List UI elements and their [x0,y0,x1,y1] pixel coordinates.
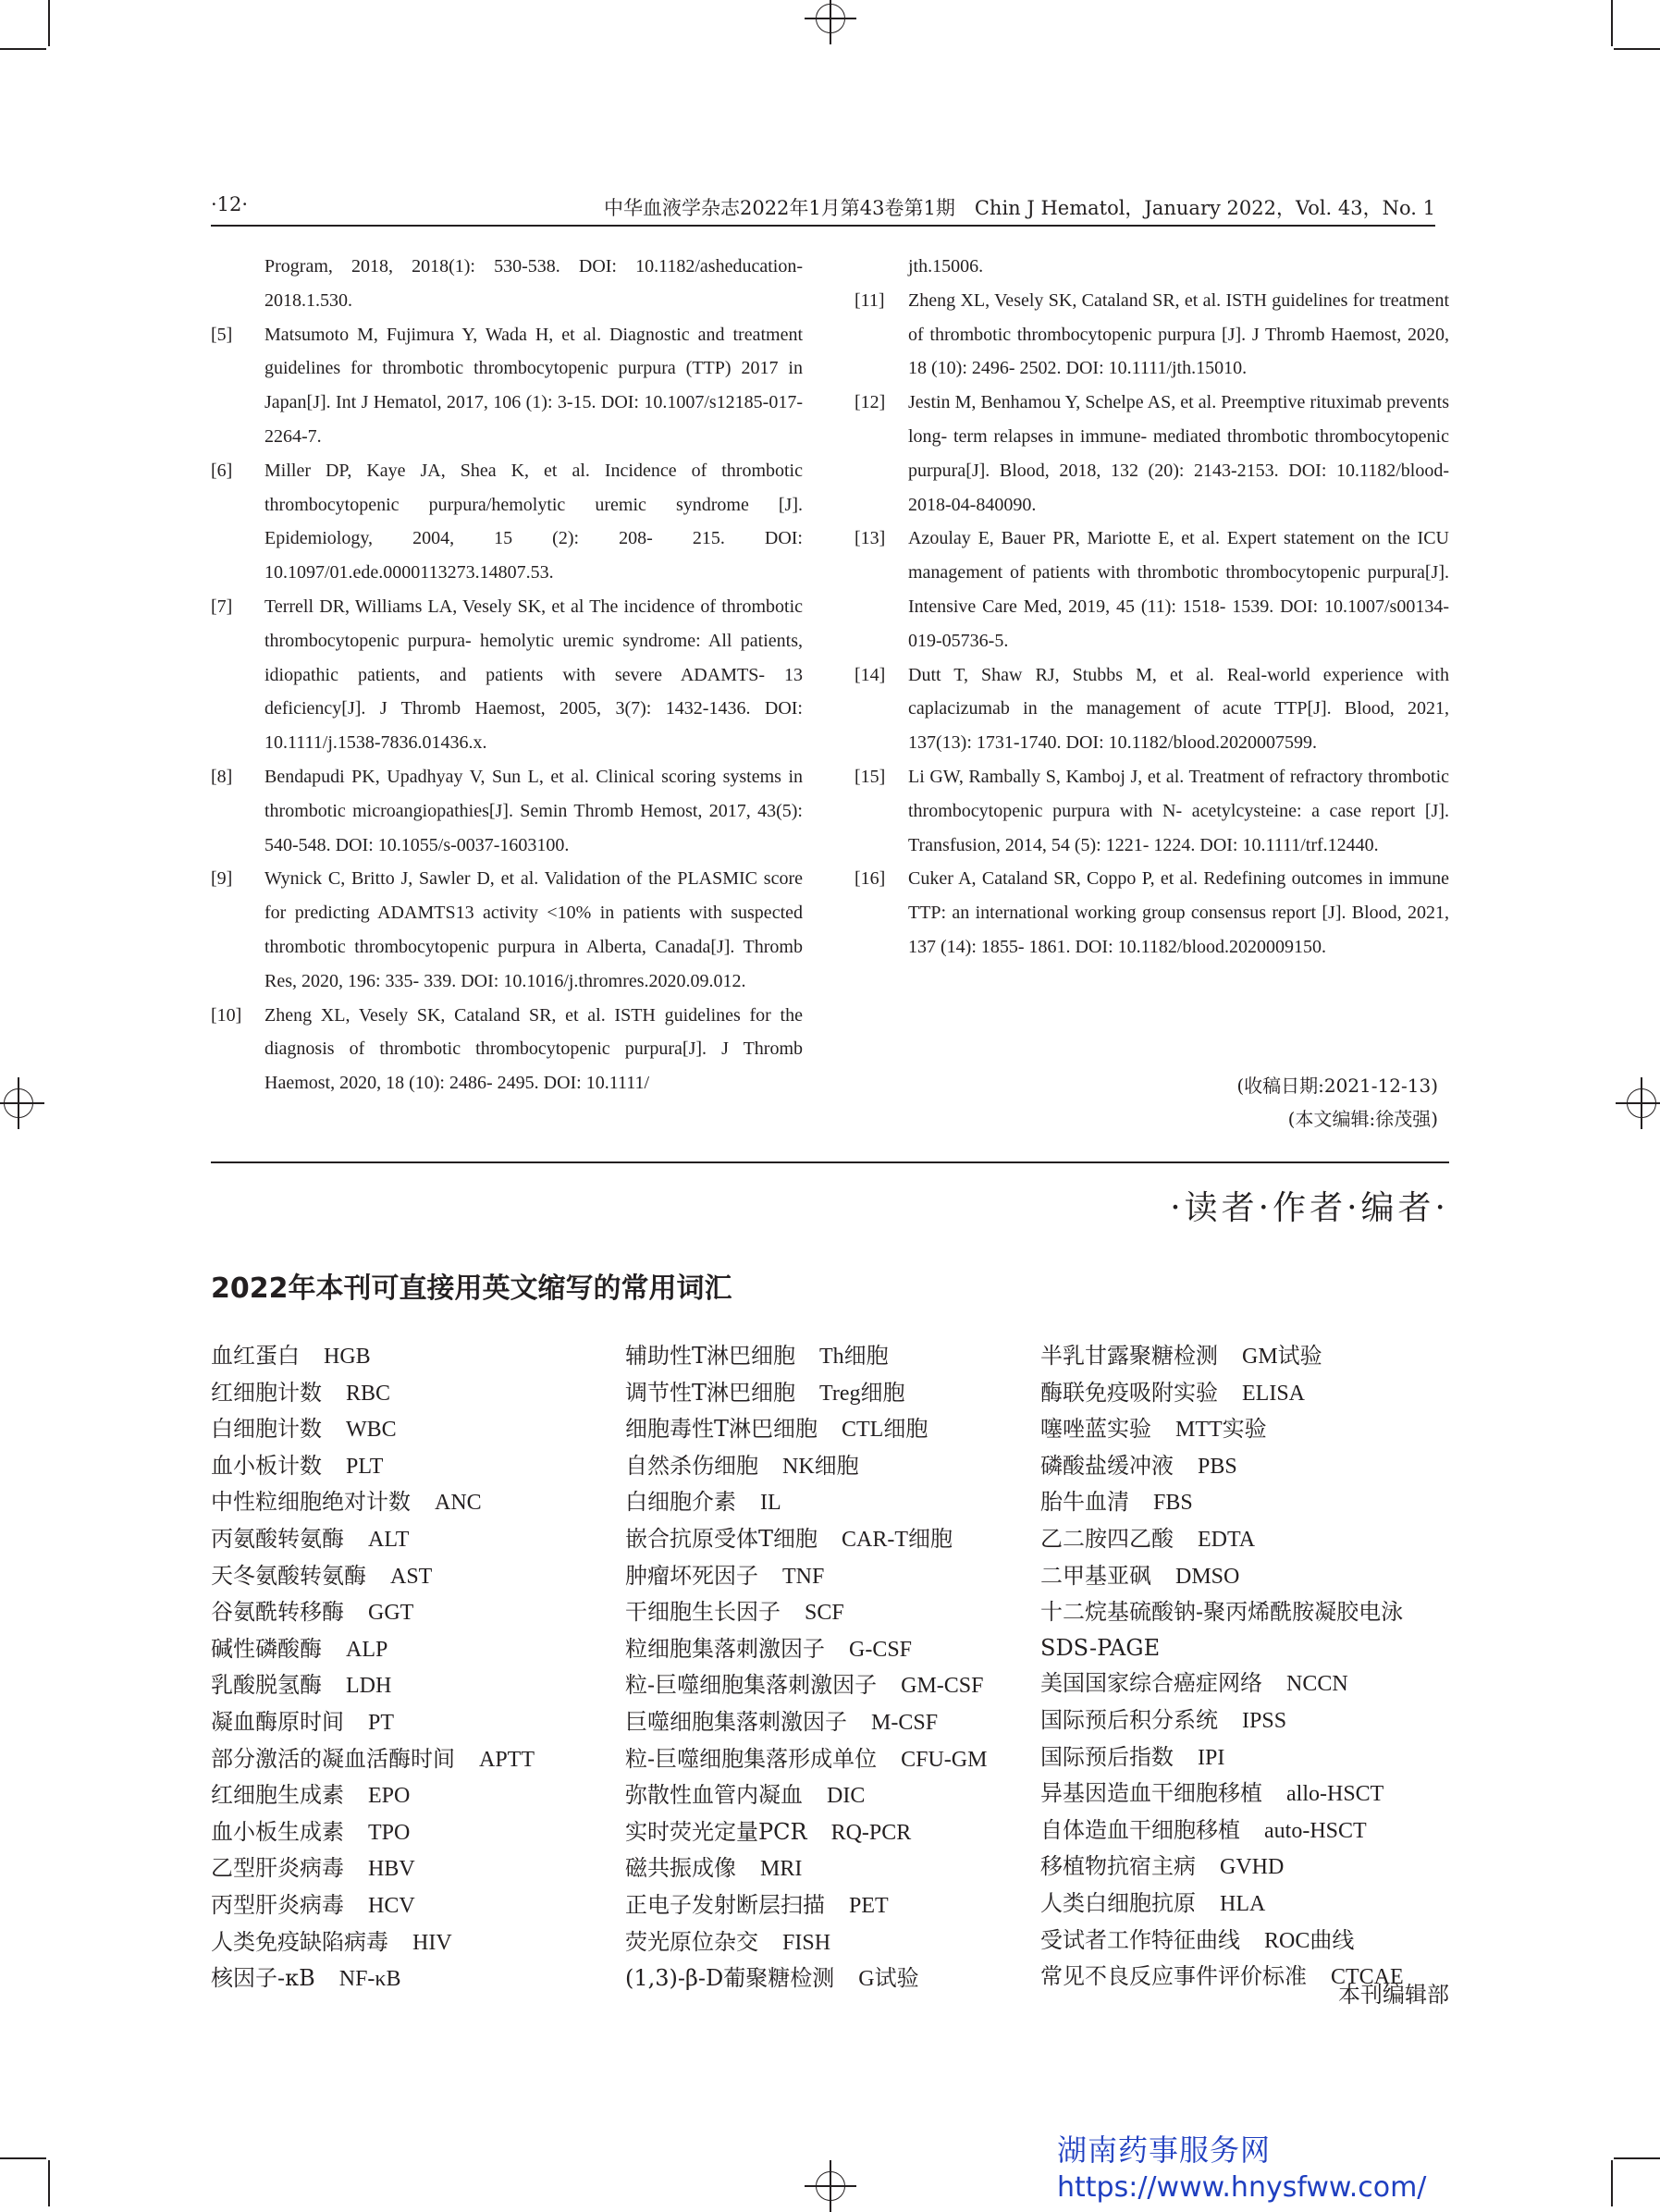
vocab-term: 碱性磷酸酶 [211,1635,322,1662]
vocab-entry [625,1704,1032,1741]
reference-entry [855,250,1449,284]
reference-text: Cuker A, Cataland SR, Coppo P, et al. Redefining outcomes in immune TTP: an international working group consensus report [J]. Blood, 2021, 137 (14): 1855- 1861. DOI: 10.1182/blood.2020009150. [908,868,1449,957]
vocab-term: 粒细胞集落刺激因子 [625,1635,825,1662]
vocab-entry [211,1448,599,1485]
vocab-entry [625,1375,1032,1412]
vocab-abbreviation: FISH [782,1930,831,1955]
vocab-term: 自然杀伤细胞 [625,1452,758,1479]
reference-text: Program, 2018, 2018(1): 530-538. DOI: 10.1182/asheducation-2018.1.530. [264,256,803,311]
reference-text: Zheng XL, Vesely SK, Cataland SR, et al. ISTH guidelines for the diagnosis of thrombotic thrombocytopenic purpura[J]. J Thromb Haemost, 2020, 18 (10): 2486- 2495. DOI: 10.1111/ [264,1004,803,1094]
vocab-entry [211,1814,599,1851]
reference-number: [8] [211,766,233,787]
vocab-entry [211,1594,599,1631]
reference-text: Azoulay E, Bauer PR, Mariotte E, et al. Expert statement on the ICU management of patients with thrombotic thrombocytopenic purpura[J]. Intensive Care Med, 2019, 45 (11): 1518- 1539. DOI: 10.1007/s00134-019-05736-5. [908,528,1449,651]
header-rule [211,225,1435,227]
vocab-entry [1040,1630,1466,1666]
reference-entry [855,284,1449,386]
reference-number: [16] [855,868,886,890]
vocab-entry [211,1521,599,1558]
vocab-abbreviation: GGT [368,1601,414,1626]
vocab-entry [1040,1448,1466,1485]
vocab-term: 异基因造血干细胞移植 [1040,1780,1262,1807]
vocab-abbreviation: NK细胞 [782,1454,859,1479]
reference-text: Dutt T, Shaw RJ, Stubbs M, et al. Real-world experience with caplacizumab in the management of acute TTP[J]. Blood, 2021, 137(13): 1731-1740. DOI: 10.1182/blood.2020007599. [908,664,1449,754]
vocab-entry [625,1960,1032,1997]
vocab-title: 2022年本刊可直接用英文缩写的常用词汇 [211,1272,732,1305]
registration-mark-top [805,0,856,44]
reference-number: [11] [855,289,885,311]
vocab-term: 血红蛋白 [211,1343,300,1369]
vocab-abbreviation: TPO [368,1820,411,1845]
vocab-abbreviation: MTT实验 [1175,1418,1267,1443]
vocab-abbreviation: CTCAE [1331,1965,1404,1990]
reference-number: [12] [855,392,886,413]
vocab-abbreviation: GM试验 [1242,1345,1322,1369]
vocab-entry [211,1924,599,1961]
crop-mark [0,48,46,50]
crop-mark [48,2160,50,2206]
vocab-entry [211,1631,599,1668]
vocab-abbreviation: ANC [435,1491,482,1516]
reference-text: Matsumoto M, Fujimura Y, Wada H, et al. Diagnostic and treatment guidelines for thrombotic thrombocytopenic purpura (TTP) 2017 in Japan[J]. Int J Hematol, 2017, 106 (1): 3-15. DOI: 10.1007/s12185-017-2264-7. [264,324,803,447]
editorial-signature: 本刊编辑部 [1338,1982,1449,2008]
vocab-abbreviation: NF-κB [338,1967,401,1992]
vocab-entry [625,1667,1032,1704]
vocab-abbreviation: GVHD [1220,1855,1285,1880]
reference-entry [855,658,1449,760]
vocab-term: 国际预后指数 [1040,1743,1174,1770]
vocab-term: 凝血酶原时间 [211,1708,344,1735]
vocab-term: 胎牛血清 [1040,1489,1129,1516]
journal-citation-line: 中华血液学杂志2022年1月第43卷第1期 Chin J Hematol，January 2022，Vol. 43，No. 1 [603,197,1435,219]
vocab-entry [211,1411,599,1448]
reference-entry [855,386,1449,522]
vocab-term: 干细胞生长因子 [625,1599,781,1626]
vocab-entry [1040,1558,1466,1595]
vocab-entry [625,1411,1032,1448]
reference-entry [211,590,803,760]
watermark [1057,2127,1426,2204]
vocab-entry [1040,1886,1466,1923]
vocab-term: 人类白细胞抗原 [1040,1889,1196,1916]
vocab-term: 十二烷基硫酸钠-聚丙烯酰胺凝胶电泳 [1040,1599,1404,1626]
vocab-term: 部分激活的凝血活酶时间 [211,1745,455,1772]
vocab-entry [211,1887,599,1924]
watermark-site-name: 湖南药事服务网 [1057,2132,1272,2168]
reference-text: Jestin M, Benhamou Y, Schelpe AS, et al. Preemptive rituximab prevents long- term relapses in immune- mediated thrombotic thrombocytopenic purpura[J]. Blood, 2018, 132 (20): 2143-2153. DOI: 10.1182/blood-2018-04-840090. [908,392,1449,515]
vocab-abbreviation: IPI [1198,1745,1225,1770]
vocab-term: 荧光原位杂交 [625,1928,758,1955]
registration-mark-left [0,1077,44,1129]
vocab-term: 乙型肝炎病毒 [211,1855,344,1882]
vocab-entry [211,1850,599,1887]
section-divider [211,1161,1449,1163]
vocab-entry [1040,1521,1466,1558]
vocab-abbreviation: ALT [368,1527,410,1552]
vocab-abbreviation: APTT [479,1747,535,1772]
vocab-term: 磁共振成像 [625,1855,736,1882]
reference-text: jth.15006. [908,256,984,276]
vocab-term: 实时荧光定量PCR [625,1818,807,1845]
page-number: ·12· [211,193,249,215]
vocab-term: (1,3)-β-D葡聚糖检测 [625,1965,835,1992]
vocab-entry [211,1484,599,1521]
vocab-entry [625,1631,1032,1668]
vocab-abbreviation: Th细胞 [819,1345,889,1369]
vocab-term: 血小板生成素 [211,1818,344,1845]
vocab-entry [625,1521,1032,1558]
vocab-term: 半乳甘露聚糖检测 [1040,1343,1218,1369]
reference-number: [6] [211,460,233,481]
vocab-abbreviation: HBV [368,1857,415,1882]
received-date: (收稿日期:2021-12-13) [1236,1075,1438,1097]
vocab-entry [625,1558,1032,1595]
vocab-abbreviation: G-CSF [849,1637,913,1662]
vocab-abbreviation: RQ-PCR [830,1820,912,1845]
vocab-abbreviation: PET [849,1893,889,1918]
vocab-term: 人类免疫缺陷病毒 [211,1928,388,1955]
vocab-abbreviation: FBS [1153,1491,1193,1516]
vocab-abbreviation: ALP [346,1637,388,1662]
vocab-abbreviation: LDH [346,1674,392,1699]
vocab-term: 天冬氨酸转氨酶 [211,1562,366,1589]
vocab-term: 肿瘤坏死因子 [625,1562,758,1589]
vocab-term: 乳酸脱氢酶 [211,1672,322,1699]
vocab-term: SDS-PAGE [1040,1634,1161,1661]
vocab-term: 辅助性T淋巴细胞 [625,1343,796,1369]
vocab-abbreviation: HLA [1220,1891,1266,1916]
vocab-abbreviation: EPO [368,1784,411,1809]
reference-number: [15] [855,766,886,787]
vocab-abbreviation: CFU-GM [901,1747,988,1772]
article-editor: (本文编辑:徐茂强) [1287,1108,1438,1130]
reference-number: [9] [211,868,233,890]
vocab-entry [1040,1813,1466,1849]
vocab-abbreviation: TNF [782,1564,825,1589]
vocab-abbreviation: HIV [412,1930,452,1955]
vocab-entry [625,1448,1032,1485]
vocab-abbreviation: GM-CSF [901,1674,984,1699]
vocab-term: 受试者工作特征曲线 [1040,1926,1240,1953]
vocab-entry [625,1887,1032,1924]
vocab-abbreviation: HGB [324,1345,371,1369]
reference-entry [211,760,803,862]
vocab-term: 丙型肝炎病毒 [211,1891,344,1918]
vocab-abbreviation: M-CSF [871,1710,939,1735]
registration-mark-right [1616,1077,1660,1129]
vocab-term: 白细胞介素 [625,1489,736,1516]
vocab-term: 红细胞生成素 [211,1782,344,1809]
vocab-abbreviation: IL [760,1491,781,1516]
reference-text: Zheng XL, Vesely SK, Cataland SR, et al. ISTH guidelines for treatment of thrombotic thrombocytopenic purpura [J]. J Thromb Haemost, 2020, 18 (10): 2496- 2502. DOI: 10.1111/jth.15010. [908,289,1449,379]
vocab-abbreviation: ROC曲线 [1264,1928,1355,1953]
vocab-entry [625,1741,1032,1778]
crop-mark [1614,48,1660,50]
reference-entry [211,862,803,998]
reference-entry [855,760,1449,862]
vocab-entry [1040,1849,1466,1886]
reference-entry [211,250,803,318]
vocab-term: 嵌合抗原受体T细胞 [625,1525,818,1552]
vocab-term: 移植物抗宿主病 [1040,1853,1196,1880]
vocab-term: 磷酸盐缓冲液 [1040,1452,1174,1479]
vocab-entry [1040,1411,1466,1448]
vocab-term: 红细胞计数 [211,1379,322,1406]
vocab-term: 酶联免疫吸附实验 [1040,1379,1218,1406]
vocab-abbreviation: EDTA [1198,1527,1256,1552]
vocab-term: 细胞毒性T淋巴细胞 [625,1416,818,1443]
vocab-entry [1040,1739,1466,1776]
reference-number: [10] [211,1004,242,1026]
vocab-entry [211,1704,599,1741]
reference-text: Li GW, Rambally S, Kamboj J, et al. Treatment of refractory thrombotic thrombocytopenic purpura with N- acetylcysteine: a case report [J]. Transfusion, 2014, 54 (5): 1221- 1224. DOI: 10.1111/trf.12440. [908,766,1449,855]
watermark-url: https://www.hnysfww.com/ [1057,2171,1427,2204]
crop-mark [0,2157,46,2159]
vocab-abbreviation: allo-HSCT [1286,1782,1384,1807]
vocab-entry [211,1960,599,1997]
reference-text: Miller DP, Kaye JA, Shea K, et al. Incidence of thrombotic thrombocytopenic purpura/hemolytic uremic syndrome [J]. Epidemiology, 2004, 15 (2): 208- 215. DOI: 10.1097/01.ede.0000113273.14807.53. [264,460,803,584]
vocab-entry [625,1924,1032,1961]
reference-number: [13] [855,528,886,549]
vocab-entry [211,1375,599,1412]
vocab-abbreviation: DIC [827,1784,866,1809]
vocab-abbreviation: CTL细胞 [842,1418,928,1443]
vocab-abbreviation: auto-HSCT [1264,1818,1367,1843]
vocab-entry [211,1777,599,1814]
vocab-term: 二甲基亚砜 [1040,1562,1151,1589]
vocab-abbreviation: PBS [1198,1454,1237,1479]
vocab-entry [1040,1484,1466,1521]
vocab-abbreviation: IPSS [1242,1708,1287,1733]
reference-entry [211,454,803,590]
vocab-abbreviation: WBC [346,1418,397,1443]
reference-text: Bendapudi PK, Upadhyay V, Sun L, et al. Clinical scoring systems in thrombotic microangiopathies[J]. Semin Thromb Hemost, 2017, 43(5): 540-548. DOI: 10.1055/s-0037-1603100. [264,766,803,855]
vocab-term: 噻唑蓝实验 [1040,1416,1151,1443]
vocab-entry [625,1594,1032,1631]
vocab-column-1 [211,1338,599,1997]
vocab-entry [211,1558,599,1595]
reference-number: [7] [211,596,233,617]
vocab-entry [625,1814,1032,1851]
vocab-column-3 [1040,1338,1466,1996]
vocab-term: 粒-巨噬细胞集落刺激因子 [625,1672,878,1699]
vocab-entry [1040,1702,1466,1739]
reference-entry [855,522,1449,657]
vocab-entry [211,1338,599,1375]
vocab-abbreviation: ELISA [1242,1381,1305,1406]
vocab-entry [1040,1338,1466,1375]
section-title: ·读者·作者·编者· [1170,1189,1449,1227]
vocab-entry [211,1741,599,1778]
vocab-abbreviation: RBC [346,1381,391,1406]
vocab-column-2 [625,1338,1032,1997]
reference-entry [211,999,803,1100]
vocab-entry [625,1850,1032,1887]
vocab-abbreviation: MRI [760,1857,803,1882]
vocab-abbreviation: Treg细胞 [819,1381,905,1406]
vocab-term: 正电子发射断层扫描 [625,1891,825,1918]
vocab-abbreviation: CAR-T细胞 [842,1527,953,1552]
vocab-entry [1040,1594,1466,1630]
vocab-term: 白细胞计数 [211,1416,322,1443]
vocab-entry [1040,1923,1466,1960]
vocab-term: 丙氨酸转氨酶 [211,1525,344,1552]
crop-mark [48,0,50,46]
reference-entry [855,862,1449,964]
vocab-abbreviation: G试验 [858,1967,919,1992]
vocab-abbreviation: SCF [805,1601,844,1626]
vocab-term: 国际预后积分系统 [1040,1706,1218,1733]
crop-mark [1611,2160,1613,2206]
vocab-entry [625,1777,1032,1814]
crop-mark [1614,2157,1660,2159]
reference-text: Wynick C, Britto J, Sawler D, et al. Validation of the PLASMIC score for predicting ADAMTS13 activity <10% in patients with suspected thrombotic thrombocytopenic purpura in Alberta, Canada[J]. Thromb Res, 2020, 196: 335- 339. DOI: 10.1016/j.thromres.2020.09.012. [264,868,803,991]
vocab-entry [625,1484,1032,1521]
vocab-term: 中性粒细胞绝对计数 [211,1489,411,1516]
vocab-term: 美国国家综合癌症网络 [1040,1670,1262,1697]
vocab-entry [1040,1665,1466,1702]
vocab-abbreviation: NCCN [1286,1672,1348,1697]
vocab-entry [211,1667,599,1704]
vocab-term: 粒-巨噬细胞集落形成单位 [625,1745,878,1772]
vocab-term: 核因子-κB [211,1965,315,1992]
vocab-term: 自体造血干细胞移植 [1040,1816,1240,1843]
vocab-term: 常见不良反应事件评价标准 [1040,1963,1307,1990]
references-right-column [855,250,1449,965]
vocab-abbreviation: HCV [368,1893,415,1918]
vocab-abbreviation: PT [368,1710,395,1735]
vocab-term: 弥散性血管内凝血 [625,1782,803,1809]
reference-text: Terrell DR, Williams LA, Vesely SK, et al The incidence of thrombotic thrombocytopenic purpura- hemolytic uremic syndrome: All patients, idiopathic patients, and patients with severe ADAMTS- 13 deficiency[J]. J Thromb Haemost, 2005, 3(7): 1432-1436. DOI: 10.1111/j.1538-7836.01436.x. [264,596,803,754]
registration-mark-bottom [805,2160,856,2212]
vocab-term: 乙二胺四乙酸 [1040,1525,1174,1552]
vocab-abbreviation: PLT [346,1454,384,1479]
running-header [211,190,1435,223]
reference-number: [5] [211,324,233,345]
vocab-term: 谷氨酰转移酶 [211,1599,344,1626]
vocab-entry [1040,1776,1466,1813]
vocab-abbreviation: AST [390,1564,433,1589]
vocab-entry [1040,1375,1466,1412]
reference-number: [14] [855,664,886,685]
vocab-term: 巨噬细胞集落刺激因子 [625,1708,847,1735]
vocab-entry [625,1338,1032,1375]
crop-mark [1611,0,1613,46]
vocab-term: 调节性T淋巴细胞 [625,1379,796,1406]
reference-entry [211,318,803,454]
vocab-abbreviation: DMSO [1175,1564,1240,1589]
vocab-term: 血小板计数 [211,1452,322,1479]
references-left-column [211,250,803,1100]
